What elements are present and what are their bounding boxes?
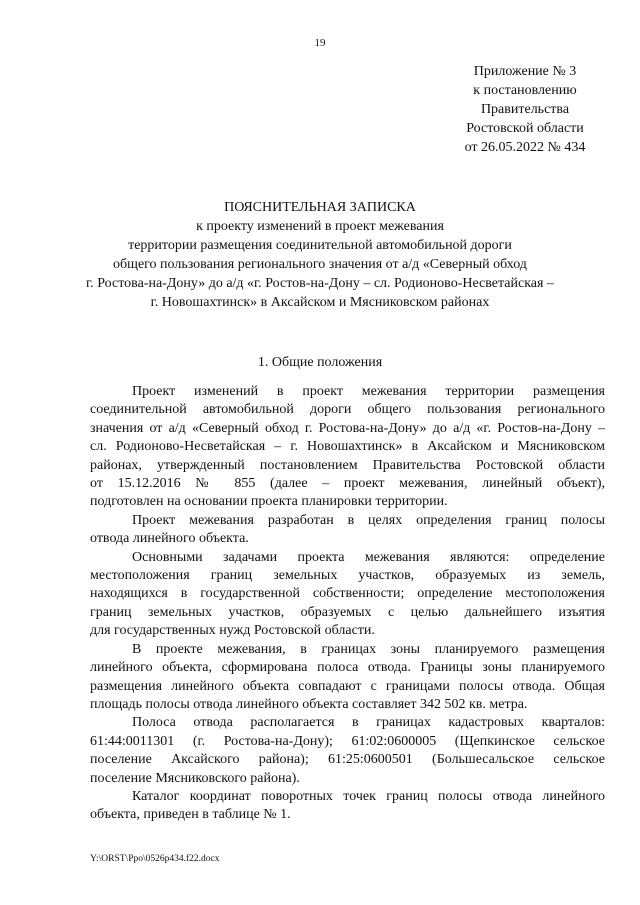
document-title	[60, 198, 580, 312]
document-title-line: общего пользования регионального значения от а/д «Северный обход	[113, 257, 527, 272]
appendix-line: Правительства	[480, 102, 570, 117]
text-line: для государственных нужд Ростовской области.	[90, 623, 375, 639]
text-line: значения от а/д «Северный обход г. Ростова-на-Дону» до а/д «г. Ростов-на-Дону –	[90, 420, 605, 436]
paragraph	[90, 383, 605, 512]
section-heading: 1. Общие положения	[257, 355, 383, 370]
appendix-line: Приложение № 3	[473, 64, 577, 79]
text-line: Проект межевания разработан в целях определения границ полосы	[132, 512, 605, 528]
document-title-line: территории размещения соединительной автомобильной дороги	[128, 238, 512, 253]
text-line: местоположения границ земельных участков, образуемых из земель,	[90, 568, 605, 584]
text-line: Каталог координат поворотных точек границ полосы отвода линейного	[132, 788, 605, 804]
text-line: отвода линейного объекта.	[90, 531, 249, 547]
text-line: размещения линейного объекта совпадают с границами полосы отвода. Общая	[90, 678, 605, 694]
text-line: линейного объекта, сформирована полоса отвода. Границы зоны планируемого	[90, 660, 605, 676]
appendix-line: к постановлению	[473, 83, 577, 98]
document-title-line: г. Ростова-на-Дону» до а/д «г. Ростов-на-Дону – сл. Родионово-Несветайская –	[86, 276, 554, 291]
footer-file-path: Y:\ORST\Ppo\0526p434.f22.docx	[90, 854, 220, 864]
paragraph	[90, 788, 605, 825]
text-line: Проект изменений в проект межевания территории размещения	[132, 384, 605, 399]
text-line: Полоса отвода располагается в границах кадастровых кварталов:	[132, 715, 605, 731]
text-line: подготовлен на основании проекта планировки территории.	[90, 494, 448, 510]
page-number: 19	[314, 37, 326, 49]
appendix-line: от 26.05.2022 № 434	[464, 140, 586, 155]
paragraph	[90, 512, 605, 549]
text-line: Основными задачами проекта межевания являются: определение	[132, 549, 605, 565]
text-line: поселение Аксайского района); 61:25:0600501 (Большесальское сельское	[90, 752, 605, 768]
text-line: границ земельных участков, образуемых с целью дальнейшего изъятия	[90, 604, 605, 620]
text-line: площадь полосы отвода линейного объекта составляет 342 502 кв. метра.	[90, 696, 528, 712]
text-line: соединительной автомобильной дороги общего пользования регионального	[90, 402, 605, 418]
text-line: районах, утвержденный постановлением Правительства Ростовской области	[90, 457, 605, 473]
text-line: сл. Родионово-Несветайская – г. Новошахтинск» в Аксайском и Мясниковском	[90, 439, 605, 455]
appendix-block	[450, 62, 600, 157]
text-line: поселение Мясниковского района).	[90, 770, 300, 786]
document-title-line: к проекту изменений в проект межевания	[196, 219, 444, 234]
paragraph	[90, 714, 605, 788]
text-line: от 15.12.2016 № 855 (далее – проект межевания, линейный объект),	[90, 476, 605, 492]
document-title-line: г. Новошахтинск» в Аксайском и Мясниковском районах	[150, 295, 490, 310]
body-text	[90, 383, 605, 825]
document-title-heading: ПОЯСНИТЕЛЬНАЯ ЗАПИСКА	[224, 200, 416, 215]
text-line: объекта, приведен в таблице № 1.	[90, 807, 291, 823]
appendix-line: Ростовской области	[466, 121, 584, 136]
text-line: В проекте межевания, в границах зоны планируемого размещения	[132, 641, 605, 657]
text-line: находящихся в государственной собственности; определение местоположения	[90, 586, 605, 602]
text-line: 61:44:0011301 (г. Ростова-на-Дону); 61:02:0600005 (Щепкинское сельское	[90, 733, 605, 749]
paragraph	[90, 549, 605, 641]
paragraph	[90, 641, 605, 715]
